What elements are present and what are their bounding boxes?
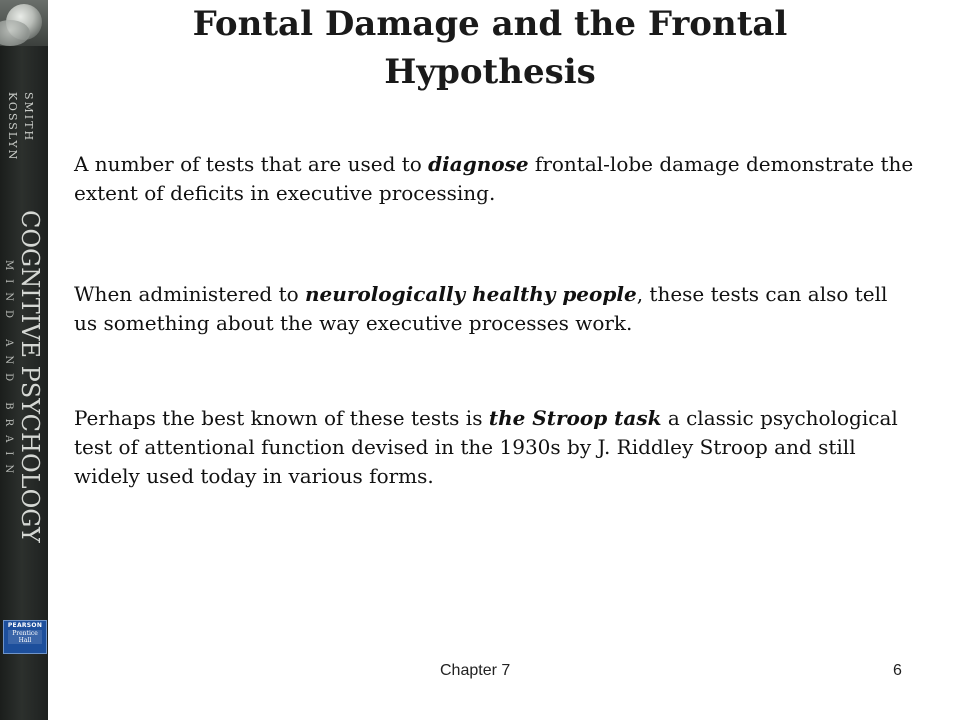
paragraph-2-emphasis: neurologically healthy people [305,282,637,306]
book-spine [0,0,48,720]
paragraph-stroop-task [74,404,914,491]
footer-page-number: 6 [893,662,902,679]
paragraph-2-after: , these tests can also tell us something about the way executive processes work. [74,282,888,335]
footer-chapter: Chapter 7 [440,662,511,679]
paragraph-3-after: a classic psychological test of attentional function devised in the 1930s by J. Riddley Stroop and still widely used today in various forms. [74,406,898,488]
paragraph-2-before: When administered to [74,282,306,306]
publisher-logo [3,620,47,654]
slide-title: Fontal Damage and the Frontal Hypothesis [192,4,788,92]
paragraph-1-after: frontal-lobe damage demonstrate the extent of deficits in executive processing. [74,152,914,205]
spine-cover-art [0,0,48,46]
spine-book-title: COGNITIVE PSYCHOLOGY [16,210,44,543]
paragraph-1-before: A number of tests that are used to [74,152,429,176]
paragraph-1-emphasis: diagnose [428,152,529,176]
paragraph-healthy-people [74,280,914,338]
publisher-imprint: Prentice Hall [8,630,42,644]
spine-author-kosslyn: KOSSLYN [6,92,19,162]
spine-book-subtitle: MIND AND BRAIN [3,260,14,483]
publisher-name: PEARSON [7,622,43,629]
paragraph-3-before: Perhaps the best known of these tests is [74,406,489,430]
paragraph-diagnose [74,150,914,208]
paragraph-3-emphasis: the Stroop task [488,406,662,430]
cover-swirl-graphic-secondary [0,20,30,46]
slide-body [74,150,914,488]
spine-author-smith: SMITH [22,92,35,143]
